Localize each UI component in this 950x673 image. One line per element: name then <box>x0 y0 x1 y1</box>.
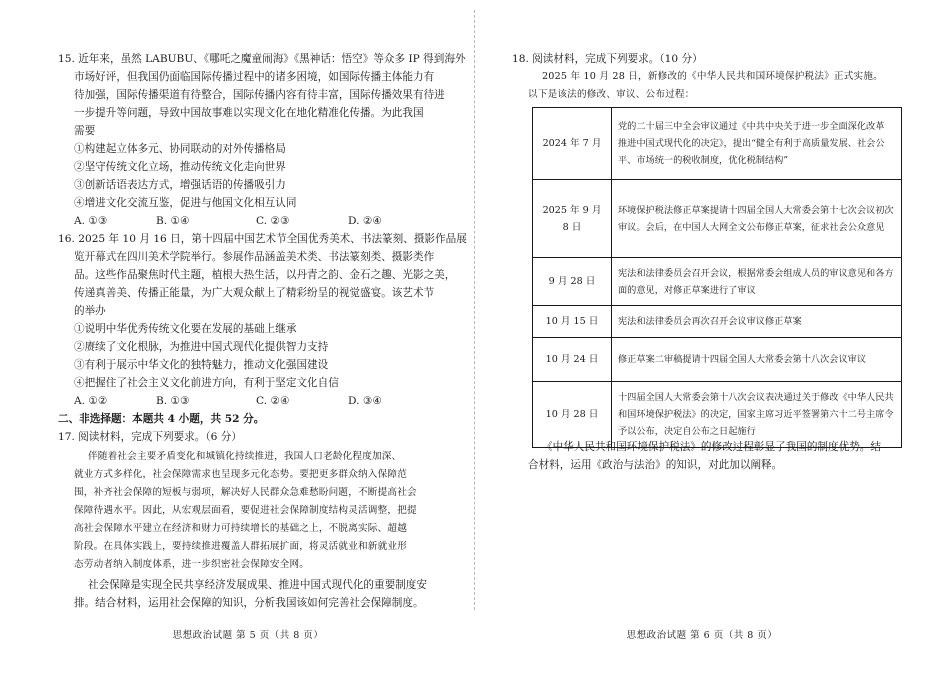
q15-option-a: A. ①③ <box>74 215 108 227</box>
q16-option-d: D. ③④ <box>348 395 382 407</box>
q15-option-d: D. ②④ <box>348 215 382 227</box>
q15-stem-line: 待加强，国际传播渠道有待整合，国际传播内容有待丰富，国际传播效果有待进 <box>74 89 445 101</box>
q18-intro-line: 2025 年 10 月 28 日，新修改的《中华人民共和国环境保护税法》正式实施。 <box>542 71 883 82</box>
q17-material-line: 高社会保障水平建立在经济和财力可持续增长的基础之上，不脱离实际、超越 <box>74 523 407 534</box>
q16-option-a: A. ①② <box>74 395 108 407</box>
page-divider <box>474 10 475 610</box>
q18-requirement-line: 合材料，运用《政治与法治》的知识，对此加以阐释。 <box>528 459 783 471</box>
q18-intro-line: 以下是该法的修改、审议、公布过程： <box>528 89 695 100</box>
q17-material-line: 伴随着社会主要矛盾变化和城镇化持续推进，我国人口老龄化程度加深、 <box>88 451 402 462</box>
q15-stem-line: 一步提升等问题，导致中国故事难以实现文化在地化精准化传播。为此我国 <box>74 107 424 119</box>
q16-item: ③有利于展示中华文化的独特魅力，推动文化强国建设 <box>74 359 329 371</box>
q17-title: 17. 阅读材料，完成下列要求。（6 分） <box>58 431 242 443</box>
table-event: 修正草案二审稿提请十四届全国人大常委会第十八次会议审议 <box>612 338 902 382</box>
table-date: 2024 年 7 月 <box>533 108 612 180</box>
page-6 <box>512 0 892 673</box>
q17-requirement-line: 社会保障是实现全民共享经济发展成果、推进中国式现代化的重要制度安 <box>88 579 427 591</box>
q18-requirement-line: 《中华人民共和国环境保护税法》的修改过程彰显了我国的制度优势。结 <box>542 441 881 453</box>
q15-stem-line: 需要 <box>74 125 96 137</box>
q16-stem-line: 16. 2025 年 10 月 16 日，第十四届中国艺术节全国优秀美术、书法篆刻、摄影作品展 <box>58 233 467 245</box>
table-event: 宪法和法律委员会再次召开会议审议修正草案 <box>612 306 902 338</box>
q18-title: 18. 阅读材料，完成下列要求。（10 分） <box>512 53 703 65</box>
table-row <box>533 382 902 448</box>
table-row <box>533 306 902 338</box>
table-date: 10 月 24 日 <box>533 338 612 382</box>
table-event: 环境保护税法修正草案提请十四届全国人大常委会第十七次会议初次审议。会后，在中国人大网全文公布修正草案，征求社会公众意见 <box>612 180 902 258</box>
q15-option-c: C. ②③ <box>256 215 290 227</box>
section-header: 二、非选择题：本题共 4 小题，共 52 分。 <box>58 413 265 425</box>
table-event: 宪法和法律委员会召开会议，根据常委会组成人员的审议意见和各方面的意见，对修正草案进行了审议 <box>612 258 902 306</box>
q16-stem-line: 传递真善美、传播正能量，为广大观众献上了精彩纷呈的视觉盛宴。该艺术节 <box>74 287 435 299</box>
table-date: 10 月 15 日 <box>533 306 612 338</box>
q16-stem-line: 的举办 <box>74 305 106 317</box>
q16-stem-line: 品。这些作品聚焦时代主题，植根大热生活，以丹青之韵、金石之趣、光影之美， <box>74 269 456 281</box>
q17-material-line: 保障待遇水平。因此，从宏观层面看，要促进社会保障制度结构灵活调整，把提 <box>74 505 417 516</box>
table-row <box>533 258 902 306</box>
q16-option-b: B. ①③ <box>156 395 190 407</box>
q15-item: ②坚守传统文化立场，推动传统文化走向世界 <box>74 161 286 173</box>
table-date: 2025 年 9 月 8 日 <box>533 180 612 258</box>
q17-material-line: 围，补齐社会保障的短板与弱项，解决好人民群众急难愁盼问题，不断提高社会 <box>74 487 417 498</box>
q17-material-line: 态劳动者纳入制度体系，进一步织密社会保障安全网。 <box>74 559 310 570</box>
q17-requirement-line: 排。结合材料，运用社会保障的知识，分析我国该如何完善社会保障制度。 <box>74 597 424 609</box>
q16-stem-line: 览开幕式在四川美术学院举行。参展作品涵盖美术类、书法篆刻类、摄影类作 <box>74 251 435 263</box>
page-footer: 思想政治试题 第 5 页（共 8 页） <box>172 630 324 641</box>
table-date: 10 月 28 日 <box>533 382 612 448</box>
table-row <box>533 180 902 258</box>
legislation-process-table <box>532 107 902 448</box>
q16-item: ④把握住了社会主义文化前进方向，有利于坚定文化自信 <box>74 377 339 389</box>
q15-option-b: B. ①④ <box>156 215 190 227</box>
table-date: 9 月 28 日 <box>533 258 612 306</box>
page-5 <box>58 0 467 673</box>
q16-item: ②赓续了文化根脉，为推进中国式现代化提供智力支持 <box>74 341 329 353</box>
table-row <box>533 338 902 382</box>
q15-item: ①构建起立体多元、协同联动的对外传播格局 <box>74 143 286 155</box>
q15-item: ③创新话语表达方式，增强话语的传播吸引力 <box>74 179 286 191</box>
q16-item: ①说明中华优秀传统文化要在发展的基础上继承 <box>74 323 297 335</box>
q16-option-c: C. ②④ <box>256 395 290 407</box>
page-footer: 思想政治试题 第 6 页（共 8 页） <box>626 630 778 641</box>
q15-item: ④增进文化交流互鉴，促进与他国文化相互认同 <box>74 197 297 209</box>
q15-stem-line: 15. 近年来，虽然 LABUBU、《哪吒之魔童闹海》《黑神话：悟空》等众多 IP 得到海外 <box>58 53 466 65</box>
table-event: 十四届全国人大常委会第十八次会议表决通过关于修改《中华人民共和国环境保护税法》的决定，国家主席习近平签署第六十二号主席令予以公布，决定自公布之日起施行 <box>612 382 902 448</box>
table-row <box>533 108 902 180</box>
q17-material-line: 阶段。在具体实践上，要持续推进覆盖人群拓展扩面，将灵活就业和新就业形 <box>74 541 407 552</box>
q17-material-line: 就业方式多样化，社会保障需求也呈现多元化态势。要把更多群众纳入保障范 <box>74 469 407 480</box>
q15-stem-line: 市场好评，但我国仍面临国际传播过程中的诸多困境，如国际传播主体能力有 <box>74 71 435 83</box>
table-event: 党的二十届三中全会审议通过《中共中央关于进一步全面深化改革 推进中国式现代化的决定》，提出“健全有利于高质量发展、社会公平、市场统一的税收制度，优化税制结构” <box>612 108 902 180</box>
